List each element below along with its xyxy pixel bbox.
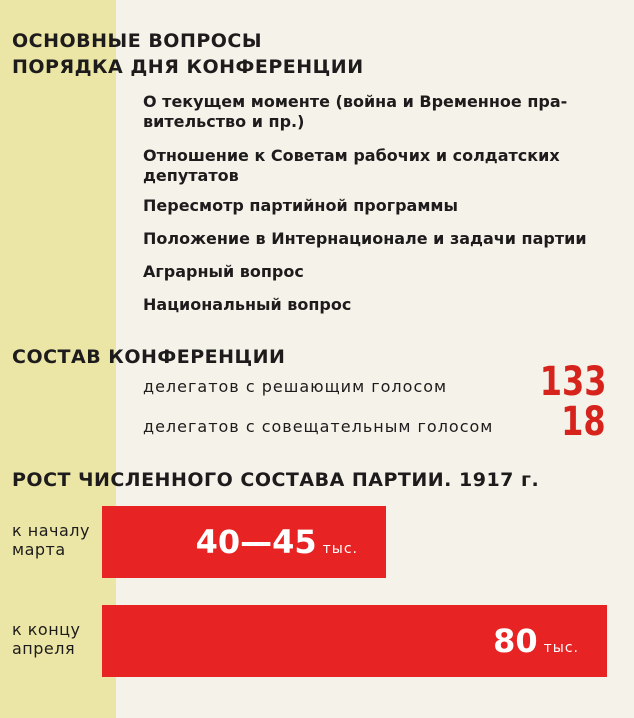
agenda-item-5: Аграрный вопрос: [143, 262, 304, 281]
bar-1-label: [12, 521, 90, 559]
growth-heading: РОСТ ЧИСЛЕННОГО СОСТАВА ПАРТИИ. 1917 г.: [12, 469, 540, 491]
delegates-advisory-count: 18: [561, 399, 606, 445]
bar-april-value: [493, 622, 579, 660]
agenda-item-1: [143, 92, 567, 132]
bar-april-number: 80: [493, 622, 538, 660]
agenda-item-1-line2: вительство и пр.): [143, 112, 305, 131]
composition-heading: СОСТАВ КОНФЕРЕНЦИИ: [12, 346, 286, 368]
agenda-heading-line2: ПОРЯДКА ДНЯ КОНФЕРЕНЦИИ: [12, 56, 364, 78]
bar-1-label-line1: к началу: [12, 521, 90, 540]
agenda-item-1-line1: О текущем моменте (война и Временное пра-: [143, 92, 568, 111]
bar-april-unit: тыс.: [543, 640, 579, 656]
bar-march-unit: тыс.: [322, 541, 358, 557]
bar-2-label-line1: к концу: [12, 620, 81, 639]
agenda-heading-line1: ОСНОВНЫЕ ВОПРОСЫ: [12, 30, 263, 52]
agenda-item-3: Пересмотр партийной программы: [143, 196, 458, 215]
bar-1-label-line2: марта: [12, 540, 66, 559]
bar-march-value: [196, 523, 358, 561]
delegates-advisory-label: делегатов с совещательным голосом: [143, 417, 494, 436]
bar-2-label-line2: апреля: [12, 639, 76, 658]
agenda-item-6: Национальный вопрос: [143, 295, 352, 314]
delegates-voting-label: делегатов с решающим голосом: [143, 377, 448, 396]
bar-march-number: 40—45: [195, 523, 317, 561]
agenda-item-2: [143, 146, 560, 186]
agenda-item-4: Положение в Интернационале и задачи партии: [143, 229, 587, 248]
delegates-voting-count: 133: [539, 359, 606, 405]
agenda-item-2-line2: депутатов: [143, 166, 239, 185]
bar-2-label: [12, 620, 81, 658]
agenda-item-2-line1: Отношение к Советам рабочих и солдатских: [143, 146, 560, 165]
